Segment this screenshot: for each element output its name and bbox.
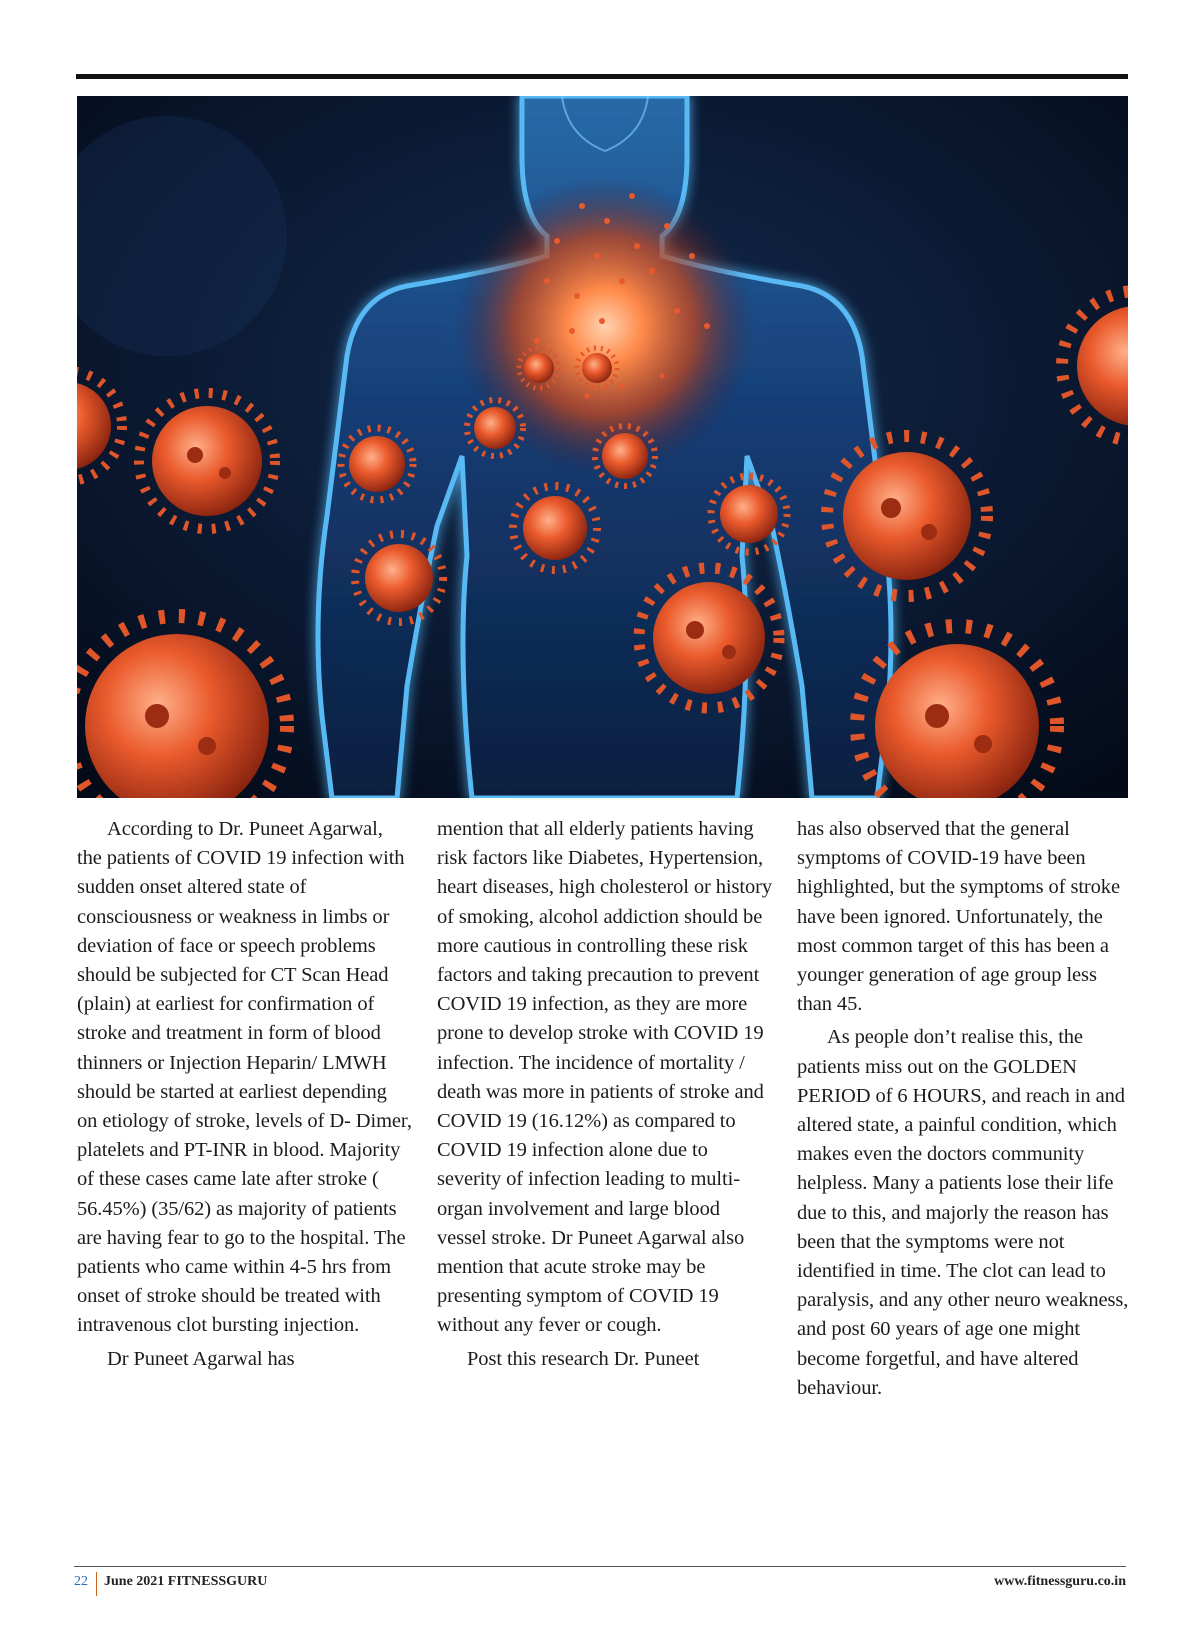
- article-paragraph: As people don’t realise this, the patients miss out on the GOLDEN PERIOD of 6 HOURS, and reach in and altered state, a painful condition, which makes even the doctors community helpless. Many a patients lose their life due to this, and majorly the reason has been that the symptoms were not identified in time. The clot can lead to paralysis, and any other neuro weakness, and post 60 years of age one might become forgetful, and have altered behaviour.: [797, 1026, 1129, 1399]
- footer-separator: [96, 1572, 97, 1596]
- article-column-3: [797, 815, 1132, 1407]
- article-paragraph: Dr Puneet Agarwal has: [107, 1347, 295, 1370]
- article-column-1: [77, 815, 412, 1378]
- article-paragraph: Post this research Dr. Puneet: [467, 1347, 700, 1370]
- article-paragraph: According to Dr. Puneet Agarwal, the patients of COVID 19 infection with sudden onset altered state of consciousness or weakness in limbs or deviation of face or speech problems should be subjected for CT Scan Head (plain) at earliest for confirmation of stroke and treatment in form of blood thinners or Injection Heparin/ LMWH should be started at earliest depending on etiology of stroke, levels of D- Dimer, platelets and PT-INR in blood. Majority of these cases came late after stroke ( 56.45%) (35/62) as majority of patients are having fear to go to the hospital. The patients who came within 4-5 hrs from onset of stroke should be treated with intravenous clot bursting injection.: [77, 818, 412, 1337]
- footer-rule: [74, 1566, 1126, 1567]
- article-paragraph: has also observed that the general symptoms of COVID-19 have been highlighted, but the symptoms of stroke have been ignored. Unfortunately, the most common target of this has been a younger generation of age group less than 45.: [797, 818, 1120, 1016]
- virus-body-illustration: [77, 96, 1128, 798]
- hero-image: [77, 96, 1128, 798]
- page-number: 22: [74, 1574, 88, 1589]
- article-column-2: [437, 815, 772, 1378]
- top-rule: [76, 74, 1128, 79]
- website-link[interactable]: www.fitnessguru.co.in: [994, 1574, 1126, 1589]
- article-paragraph: mention that all elderly patients having risk factors like Diabetes, Hypertension, heart diseases, high cholesterol or history of smoking, alcohol addiction should be more cautious in controlling these risk factors and taking precaution to prevent COVID 19 infection, as they are more prone to develop stroke with COVID 19 infection. The incidence of mortality / death was more in patients of stroke and COVID 19 (16.12%) as compared to COVID 19 infection alone due to severity of infection leading to multi-organ involvement and large blood vessel stroke. Dr Puneet Agarwal also mention that acute stroke may be presenting symptom of COVID 19 without any fever or cough.: [437, 818, 773, 1337]
- issue-label: June 2021 FITNESSGURU: [104, 1574, 268, 1589]
- page-footer: [74, 1572, 1126, 1596]
